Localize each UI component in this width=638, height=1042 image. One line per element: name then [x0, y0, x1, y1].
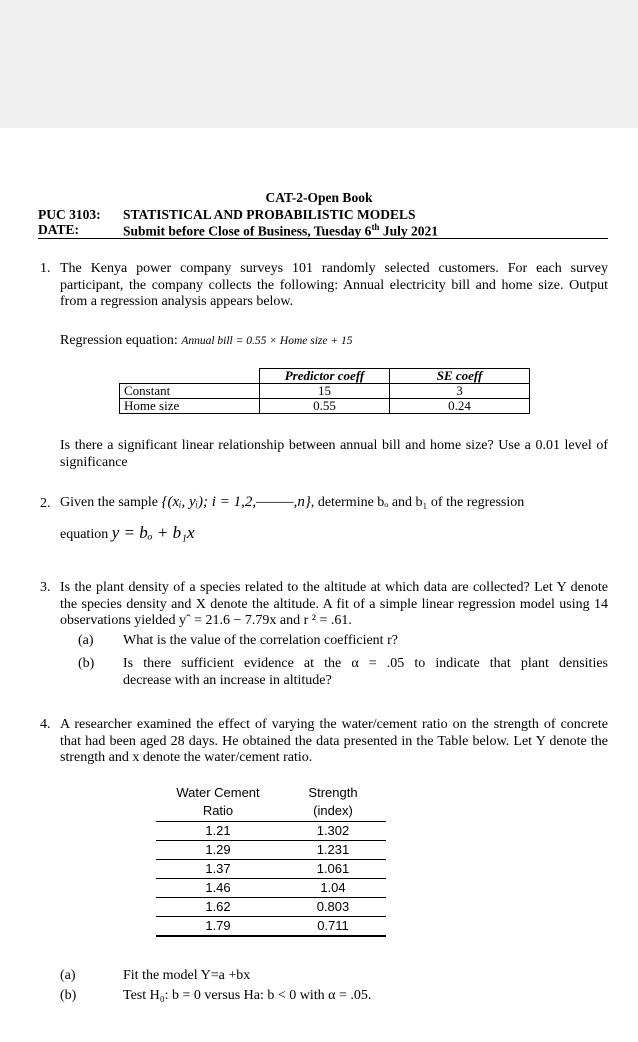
- col1-header-line2: Ratio: [156, 802, 280, 821]
- course-code: PUC 3103:: [38, 207, 101, 222]
- regression-output-table: [119, 368, 530, 414]
- ratio-cell: 1.21: [156, 821, 280, 840]
- col2-header-line2: (index): [280, 802, 386, 821]
- q3-number: 3.: [40, 580, 51, 595]
- header-rule: [38, 238, 608, 239]
- row-label: Home size: [120, 399, 260, 414]
- q2-number: 2.: [40, 496, 51, 511]
- q4-text: A researcher examined the effect of varying the water/cement ratio on the strength of concrete that had been aged 28 days. He obtained the data presented in the Table below. Let Y denote the strength and x denote the water/cement ratio.: [60, 717, 608, 765]
- strength-cell: 1.302: [280, 821, 386, 840]
- course-title: STATISTICAL AND PROBABILISTIC MODELS: [123, 207, 416, 222]
- table-row: [120, 384, 530, 399]
- se-value: 3: [390, 384, 530, 399]
- ratio-cell: 1.29: [156, 840, 280, 859]
- coeff-value: 0.55: [260, 399, 390, 414]
- col2-header-line1: Strength: [308, 784, 358, 800]
- q2-equation-label: equation: [60, 527, 109, 542]
- strength-cell: 1.231: [280, 840, 386, 859]
- regression-equation: Annual bill = 0.55 × Home size + 15: [181, 335, 353, 347]
- water-cement-data-table: [156, 783, 386, 937]
- q3b-label: (b): [78, 656, 95, 671]
- table-row: [156, 821, 386, 840]
- q2-intro: Given the sample: [60, 495, 158, 510]
- q3a-label: (a): [78, 633, 94, 648]
- q4a-label: (a): [60, 968, 76, 983]
- se-value: 0.24: [390, 399, 530, 414]
- table-row: [120, 399, 530, 414]
- strength-cell: 1.061: [280, 859, 386, 878]
- top-gray-band: [0, 0, 638, 128]
- row-label: Constant: [120, 384, 260, 399]
- q3a-text: What is the value of the correlation coefficient r?: [123, 633, 398, 648]
- ratio-cell: 1.62: [156, 897, 280, 916]
- col1-header-line1: Water Cement: [176, 784, 260, 800]
- q2-determine: , determine bₒ and b₁ of the regression: [310, 495, 525, 510]
- strength-cell: 0.711: [280, 916, 386, 936]
- coeff-value: 15: [260, 384, 390, 399]
- regression-model-equation: y = bₒ + b₁x: [111, 523, 195, 542]
- q1-number: 1.: [40, 261, 51, 276]
- q1-text: The Kenya power company surveys 101 randomly selected customers. For each survey participant, the company collects the following: Annual electricity bill and home size. Output from a regression analysis appears below.: [60, 261, 608, 309]
- strength-cell: 0.803: [280, 897, 386, 916]
- regression-label: Regression equation:: [60, 333, 178, 348]
- q2-line1: [60, 494, 524, 511]
- q3b-text-line1: Is there sufficient evidence at the α = .05 to indicate that plant densities: [123, 656, 608, 671]
- q4a-text: Fit the model Y=a +bx: [123, 968, 251, 983]
- table-row: [156, 916, 386, 936]
- table-row: [156, 897, 386, 916]
- q1-regression-line: [60, 333, 353, 349]
- predictor-coeff-header: Predictor coeff: [260, 369, 390, 384]
- date-label: DATE:: [38, 222, 80, 237]
- q3-text: Is the plant density of a species related to the altitude at which data are collected? Let Y denote the species density and X denote the altitude. A fit of a simple linear regression model using 14 observations yielded yˆ = 21.6 − 7.79x and r ² = .61.: [60, 580, 608, 628]
- ratio-cell: 1.37: [156, 859, 280, 878]
- q4-number: 4.: [40, 717, 51, 732]
- ratio-cell: 1.46: [156, 878, 280, 897]
- table-row: [156, 878, 386, 897]
- submission-deadline: [123, 222, 438, 240]
- empty-header-cell: [120, 369, 260, 384]
- q1-question: Is there a significant linear relationship between annual bill and home size? Use a 0.01 level of significance: [60, 438, 608, 470]
- q4b-label: (b): [60, 988, 77, 1003]
- table-header-row: [120, 369, 530, 384]
- deadline-text: Submit before Close of Business, Tuesday 6: [123, 223, 372, 239]
- strength-cell: 1.04: [280, 878, 386, 897]
- se-coeff-header: SE coeff: [390, 369, 530, 384]
- q2-line2: [60, 523, 195, 543]
- table-header-row: [156, 802, 386, 821]
- table-row: [156, 859, 386, 878]
- exam-title: CAT-2-Open Book: [265, 190, 373, 205]
- deadline-superscript: th: [371, 222, 380, 232]
- q3b-text-line2: decrease with an increase in altitude?: [123, 673, 332, 688]
- table-row: [156, 840, 386, 859]
- ratio-cell: 1.79: [156, 916, 280, 936]
- deadline-tail: July 2021: [379, 223, 438, 239]
- q4b-text: Test H₀: b = 0 versus Ha: b < 0 with α = .05.: [123, 988, 372, 1003]
- sample-expression: {(xᵢ, yᵢ); i = 1,2,–––––,n}: [161, 494, 311, 510]
- table-header-row: [156, 783, 386, 802]
